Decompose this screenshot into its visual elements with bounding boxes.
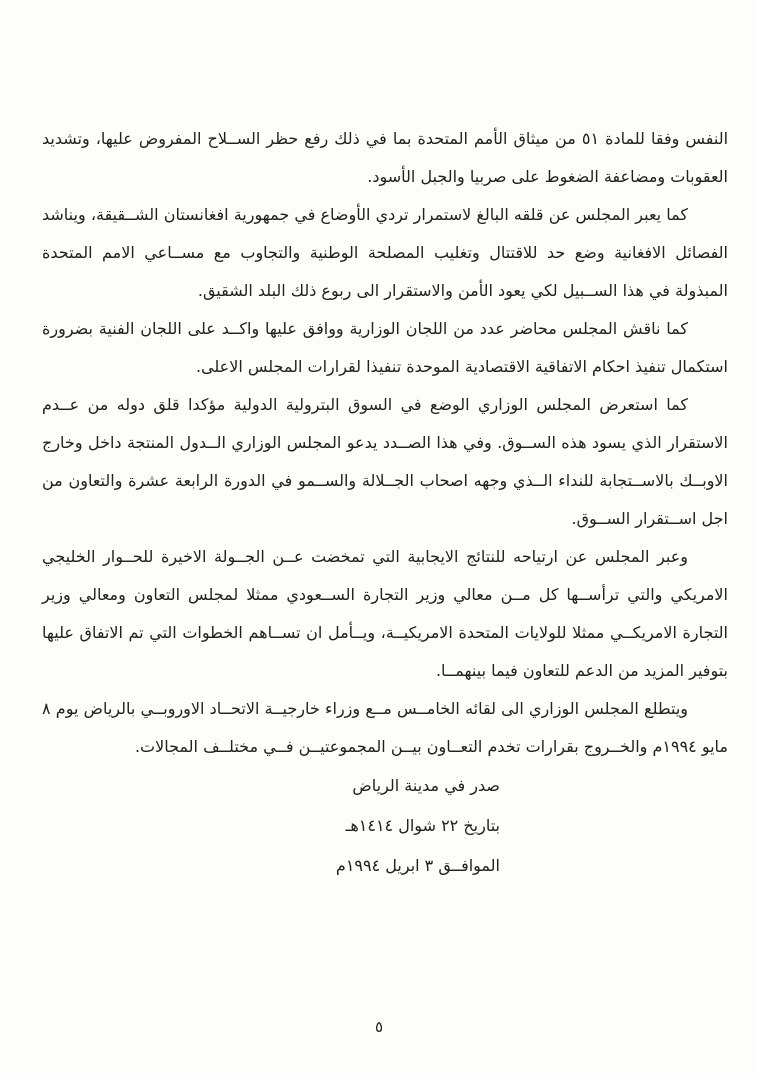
page-number: ٥	[374, 1018, 384, 1036]
document-body	[42, 120, 728, 886]
closing-block	[42, 766, 500, 886]
paragraph: كما استعرض المجلس الوزاري الوضع في السوق البترولية الدولية مؤكدا قلق دوله من عــدم الاستقرار الذي يسود هذه الســوق. وفي هذا الصــدد يدعو المجلس الوزاري الــدول المنتجة داخل وخارج الاوبــك بالاســتجابة للنداء الــذي وجهه اصحاب الجــلالة والســمو في الدورة الرابعة عشرة والتعاون من اجل اســتقرار الســوق.	[42, 395, 728, 528]
paragraph: النفس وفقا للمادة ٥١ من ميثاق الأمم المتحدة بما في ذلك رفع حظر الســلاح المفروض عليها، وتشديد العقوبات ومضاعفة الضغوط على صربيا والجبل الأسود.	[42, 129, 729, 186]
closing-gregorian-date-line: الموافــق ٣ ابريل ١٩٩٤م	[335, 856, 500, 875]
paragraph: ويتطلع المجلس الوزاري الى لقائه الخامــس مــع وزراء خارجيــة الاتحــاد الاوروبــي بالرياض يوم ٨ مايو ١٩٩٤م والخــروج بقرارات تخدم التعــاون بيــن المجموعتيــن فــي مختلــف المجالات.	[42, 699, 728, 756]
paragraph: وعبر المجلس عن ارتياحه للنتائج الايجابية التي تمخضت عــن الجــولة الاخيرة للحــوار الخليجي الامريكي والتي ترأســها كل مــن معالي وزير التجارة الســعودي ممثلا لمجلس التعاون ومعالي وزير التجارة الامريكــي ممثلا للولايات المتحدة الامريكيــة، ويــأمل ان تســاهم الخطوات التي تم الاتفاق عليها بتوفير المزيد من الدعم للتعاون فيما بينهمــا.	[42, 547, 728, 680]
closing-hijri-date-line: بتاريخ ٢٢ شوال ١٤١٤هـ	[345, 816, 500, 835]
paragraph: كما ناقش المجلس محاضر عدد من اللجان الوزارية ووافق عليها واكــد على اللجان الفنية بضرورة استكمال تنفيذ احكام الاتفاقية الاقتصادية الموحدة تنفيذا لقرارات المجلس الاعلى.	[42, 319, 728, 376]
closing-issued-line: صدر في مدينة الرياض	[352, 776, 500, 795]
paragraph: كما يعبر المجلس عن قلقه البالغ لاستمرار تردي الأوضاع في جمهورية افغانستان الشــقيقة، ويناشد الفصائل الافغانية وضع حد للاقتتال وتغليب المصلحة الوطنية والتجاوب مع مســاعي الامم المتحدة المبذولة في هذا الســبيل لكي يعود الأمن والاستقرار الى ربوع ذلك البلد الشقيق.	[42, 205, 728, 300]
